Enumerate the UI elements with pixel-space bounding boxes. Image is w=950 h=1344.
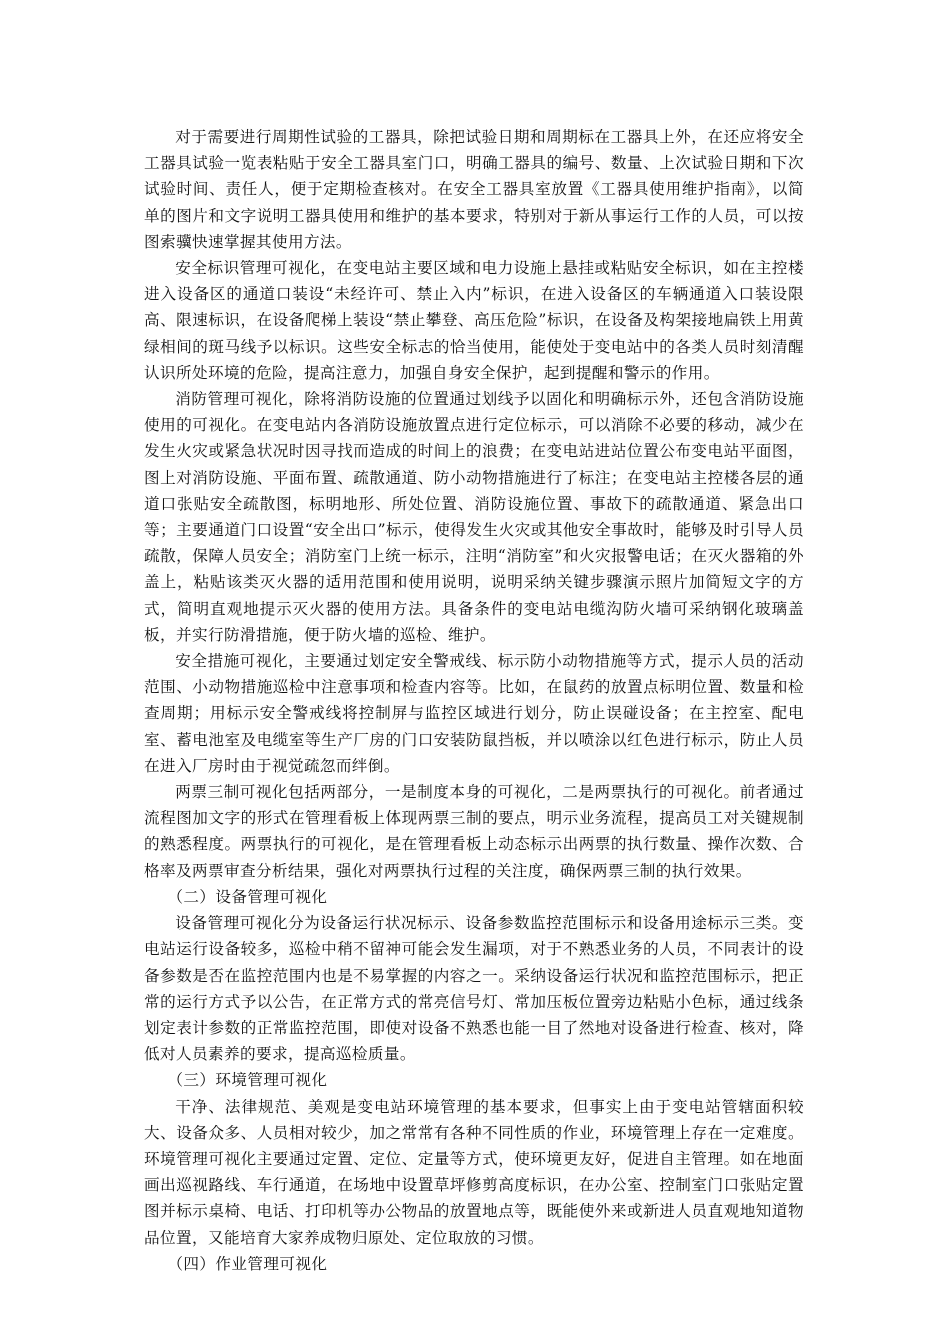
paragraph-tool-testing: 对于需要进行周期性试验的工器具，除把试验日期和周期标在工器具上外，在还应将安全工器具试验一览表粘贴于安全工器具室门口，明确工器具的编号、数量、上次试验日期和下次试验时间、责任人，便于定期检查核对。在安全工器具室放置《工器具使用维护指南》，以简单的图片和文字说明工器具使用和维护的基本要求，特别对于新从事运行工作的人员，可以按图索骥快速掌握其使用方法。 (144, 128, 804, 251)
paragraph-two-tickets: 两票三制可视化包括两部分，一是制度本身的可视化，二是两票执行的可视化。前者通过流程图加文字的形式在管理看板上体现两票三制的要点，明示业务流程，提高员工对关键规制的熟悉程度。两票执行的可视化，是在管理看板上动态标示出两票的执行数量、操作次数、合格率及两票审查分析结果，强化对两票执行过程的关注度，确保两票三制的执行效果。 (144, 783, 804, 880)
section-heading-environment: （三）环境管理可视化 (167, 1071, 328, 1090)
paragraph-fire-management: 消防管理可视化，除将消防设施的位置通过划线予以固化和明确标示外，还包含消防设施使用的可视化。在变电站内各消防设施放置点进行定位标示，可以消除不必要的移动，减少在发生火灾或紧急状况时因寻找而造成的时间上的浪费；在变电站进站位置公布变电站平面图，图上对消防设施、平面布置、疏散通道、防小动物措施进行了标注；在变电站主控楼各层的通道口张贴安全疏散图，标明地形、所处位置、消防设施位置、事故下的疏散通道、紧急出口等；主要通道门口设置“安全出口”标示，使得发生火灾或其他安全事故时，能够及时引导人员疏散，保障人员安全；消防室门上统一标示，注明“消防室”和火灾报警电话；在灭火器箱的外盖上，粘贴该类灭火器的适用范围和使用说明，说明采纳关键步骤演示照片加简短文字的方式，简明直观地提示灭火器的使用方法。具备条件的变电站电缆沟防火墙可采纳钢化玻璃盖板，并实行防滑措施，便于防火墙的巡检、维护。 (144, 390, 804, 644)
section-heading-equipment: （二）设备管理可视化 (167, 887, 328, 906)
paragraph-environment-management: 干净、法律规范、美观是变电站环境管理的基本要求，但事实上由于变电站管辖面积较大、设备众多、人员相对较少，加之常常有各种不同性质的作业，环境管理上存在一定难度。环境管理可视化主要通过定置、定位、定量等方式，使环境更友好，促进自主管理。如在地面画出巡视路线、车行通道，在场地中设置草坪修剪高度标识，在办公室、控制室门口张贴定置图并标示桌椅、电话、打印机等办公物品的放置地点等，既能使外来或新进人员直观地知道物品位置，又能培育大家养成物归原处、定位取放的习惯。 (144, 1097, 804, 1247)
paragraph-equipment-management: 设备管理可视化分为设备运行状况标示、设备参数监控范围标示和设备用途标示三类。变电站运行设备较多，巡检中稍不留神可能会发生漏项，对于不熟悉业务的人员，不同表计的设备参数是否在监控范围内也是不易掌握的内容之一。采纳设备运行状况和监控范围标示，把正常的运行方式予以公告，在正常方式的常亮信号灯、常加压板位置旁边粘贴小色标，通过线条划定表计参数的正常监控范围，即使对设备不熟悉也能一目了然地对设备进行检查、核对，降低对人员素养的要求，提高巡检质量。 (144, 914, 804, 1064)
document-body (144, 124, 804, 1277)
section-heading-operations: （四）作业管理可视化 (167, 1254, 328, 1273)
paragraph-safety-signs: 安全标识管理可视化，在变电站主要区域和电力设施上悬挂或粘贴安全标识，如在主控楼进入设备区的通道口装设“未经许可、禁止入内”标识，在进入设备区的车辆通道入口装设限高、限速标识，在设备爬梯上装设“禁止攀登、高压危险”标识，在设备及构架接地扁铁上用黄绿相间的斑马线予以标识。这些安全标志的恰当使用，能使处于变电站中的各类人员时刻清醒认识所处环境的危险，提高注意力，加强自身安全保护，起到提醒和警示的作用。 (144, 259, 804, 382)
paragraph-safety-measures: 安全措施可视化，主要通过划定安全警戒线、标示防小动物措施等方式，提示人员的活动范围、小动物措施巡检中注意事项和检查内容等。比如，在鼠药的放置点标明位置、数量和检查周期；用标示安全警戒线将控制屏与监控区域进行划分，防止误碰设备；在主控室、配电室、蓄电池室及电缆室等生产厂房的门口安装防鼠挡板，并以喷涂以红色进行标示，防止人员在进入厂房时由于视觉疏忽而绊倒。 (144, 652, 804, 775)
